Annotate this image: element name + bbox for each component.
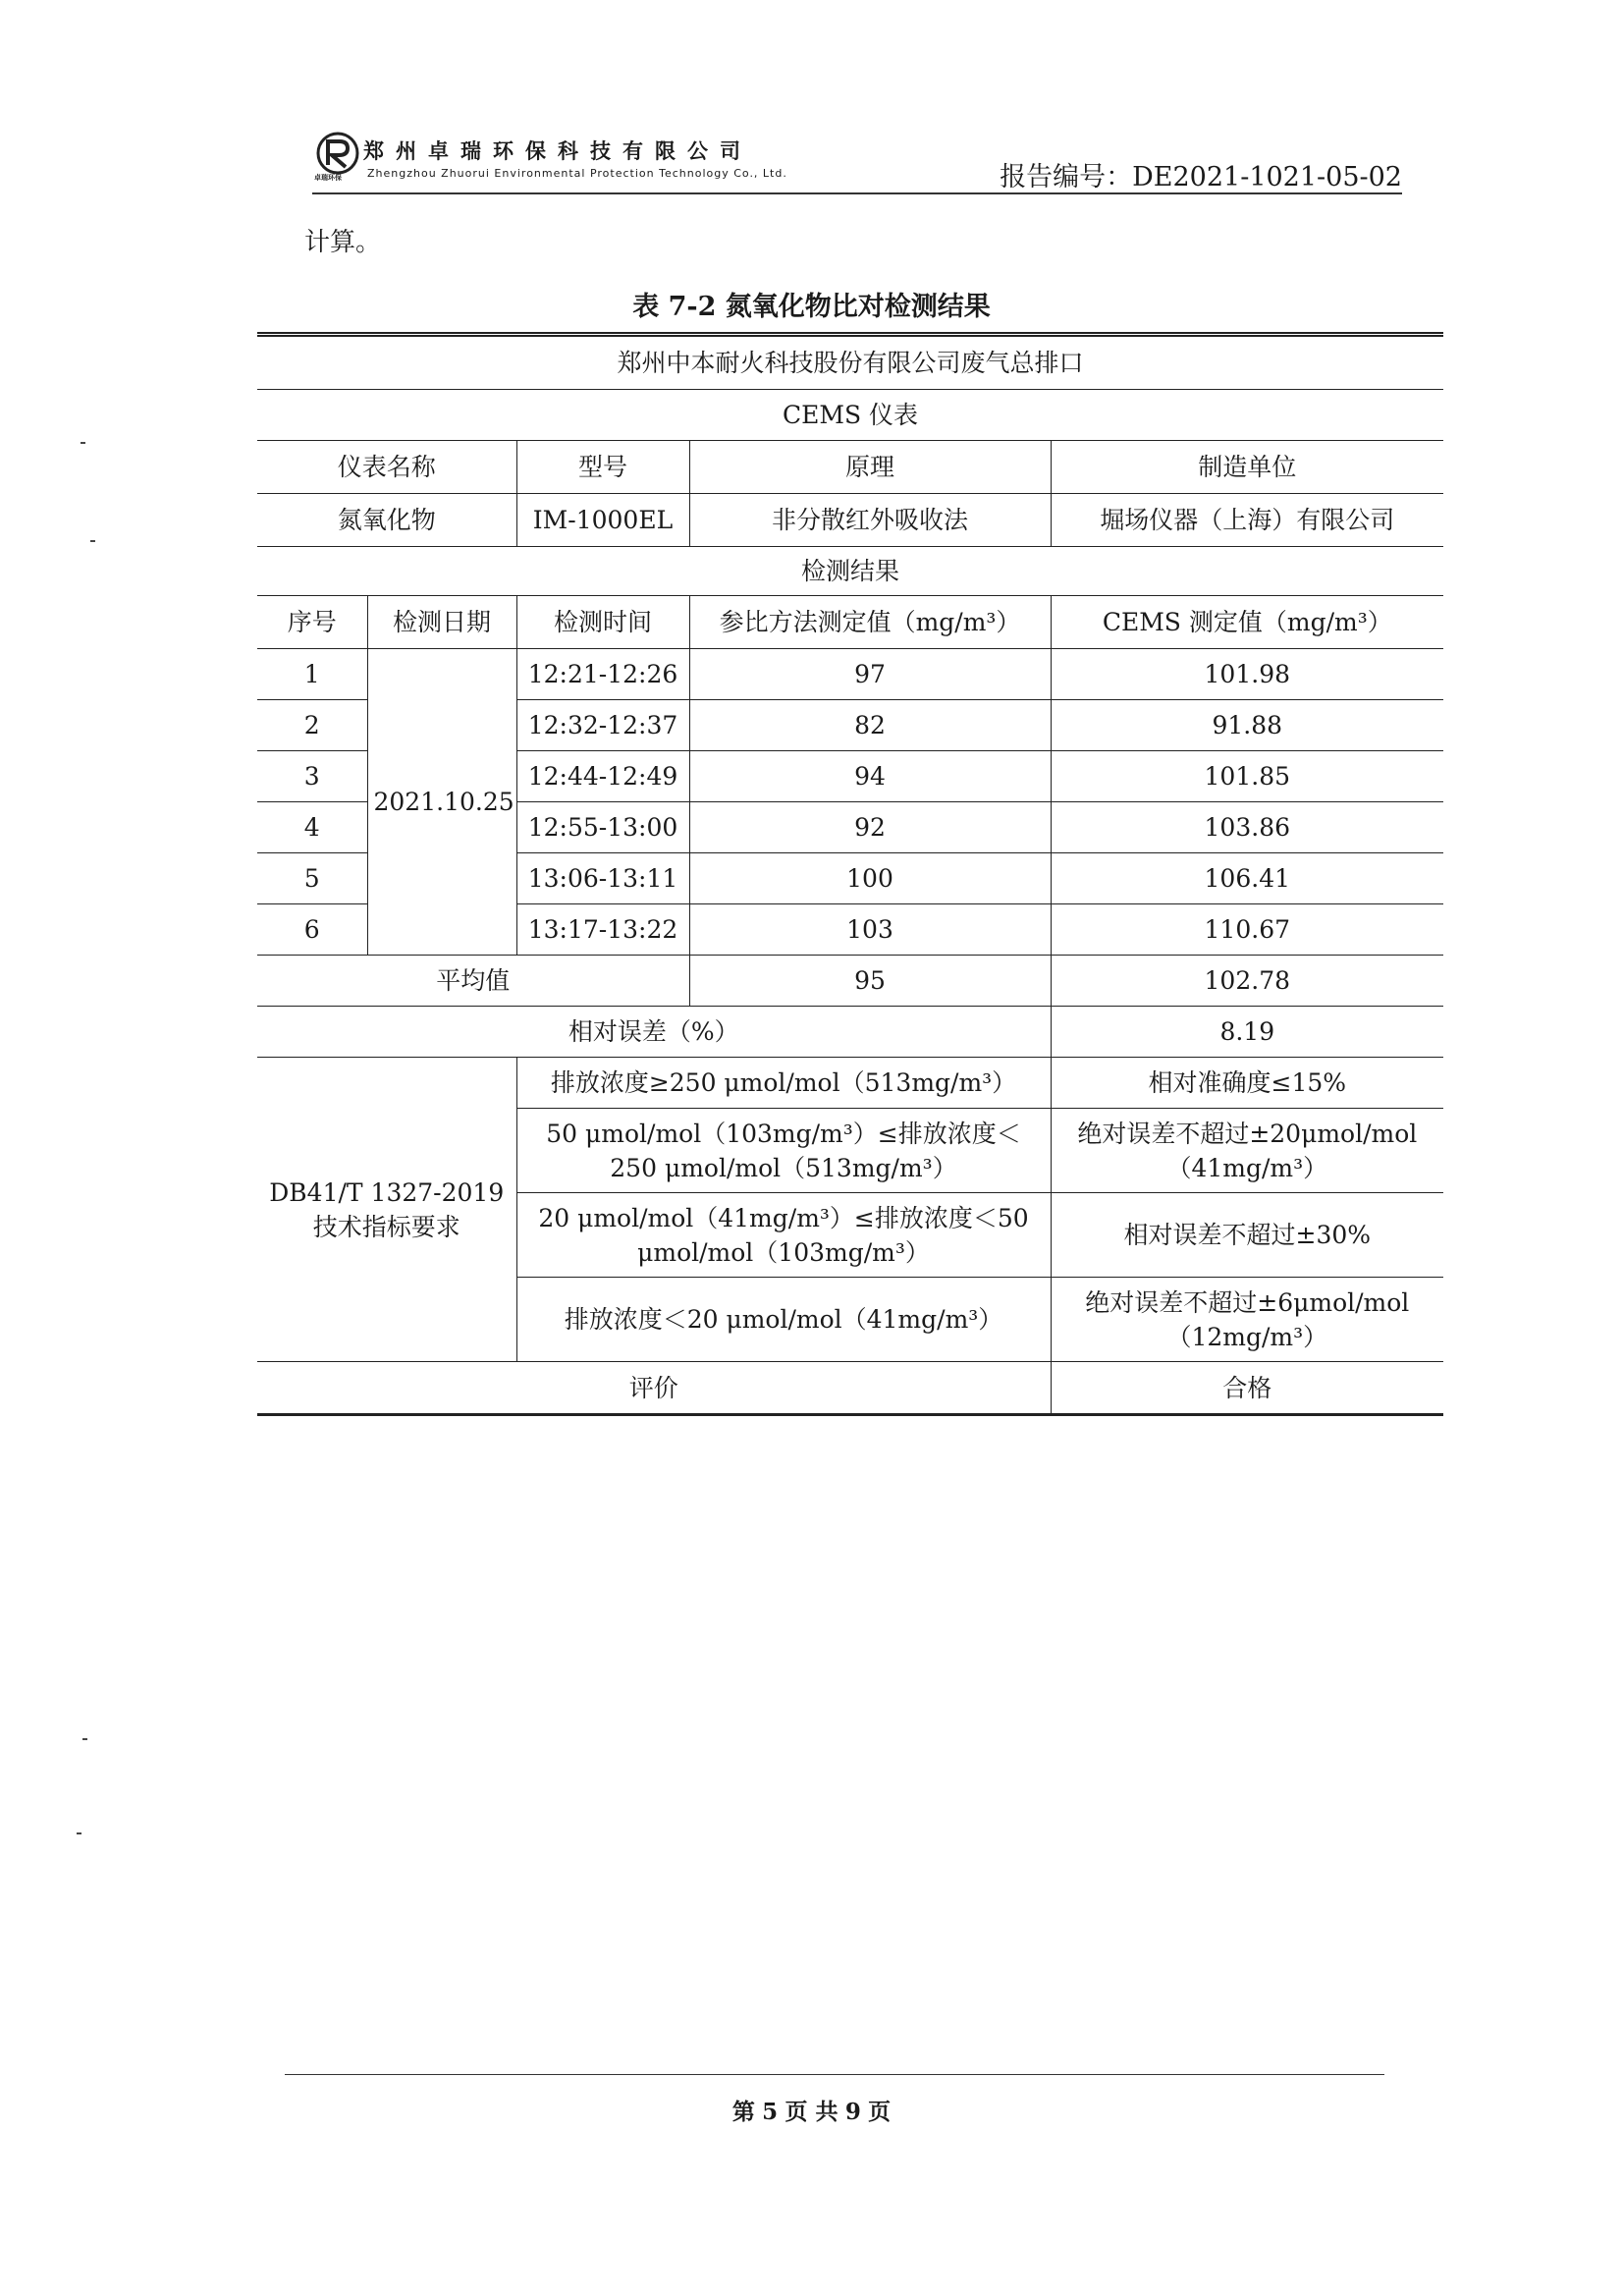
header-divider (312, 192, 1402, 194)
page-header (312, 130, 1402, 192)
results-heading: 检测结果 (257, 547, 1443, 596)
criterion-condition: 50 μmol/mol（103mg/m³）≤排放浓度＜250 μmol/mol（513mg/m³） (516, 1109, 1051, 1193)
relative-error-label: 相对误差（%） (257, 1007, 1051, 1058)
instrument-header-principle: 原理 (689, 441, 1051, 494)
row-ref-value: 82 (689, 700, 1051, 751)
test-date: 2021.10.25 (367, 649, 516, 956)
row-ref-value: 97 (689, 649, 1051, 700)
instrument-principle: 非分散红外吸收法 (689, 494, 1051, 547)
row-time: 13:06-13:11 (516, 853, 689, 904)
row-cems-value: 103.86 (1051, 802, 1443, 853)
report-number: 报告编号：DE2021-1021-05-02 (1000, 162, 1402, 192)
relative-error-value: 8.19 (1051, 1007, 1443, 1058)
criterion-requirement: 绝对误差不超过±20μmol/mol（41mg/m³） (1051, 1109, 1443, 1193)
row-cems-value: 101.98 (1051, 649, 1443, 700)
instrument-header-model: 型号 (516, 441, 689, 494)
scan-speck (82, 1738, 87, 1740)
result-header-time: 检测时间 (516, 596, 689, 649)
row-cems-value: 91.88 (1051, 700, 1443, 751)
scan-speck (77, 1832, 81, 1834)
standard-label: DB41/T 1327-2019 技术指标要求 (257, 1058, 516, 1362)
criterion-condition: 排放浓度≥250 μmol/mol（513mg/m³） (516, 1058, 1051, 1109)
row-ref-value: 92 (689, 802, 1051, 853)
average-cems-value: 102.78 (1051, 956, 1443, 1007)
criterion-condition: 排放浓度＜20 μmol/mol（41mg/m³） (516, 1278, 1051, 1362)
instrument-maker: 堀场仪器（上海）有限公司 (1051, 494, 1443, 547)
nox-comparison-table (257, 332, 1443, 1416)
row-ref-value: 103 (689, 904, 1051, 956)
instrument-header-name: 仪表名称 (257, 441, 516, 494)
instrument-header-maker: 制造单位 (1051, 441, 1443, 494)
criterion-condition: 20 μmol/mol（41mg/m³）≤排放浓度＜50 μmol/mol（103mg/m³） (516, 1193, 1051, 1278)
average-label: 平均值 (257, 956, 689, 1007)
criterion-requirement: 相对准确度≤15% (1051, 1058, 1443, 1109)
site-name: 郑州中本耐火科技股份有限公司废气总排口 (257, 335, 1443, 390)
criterion-requirement: 相对误差不超过±30% (1051, 1193, 1443, 1278)
company-name-en: Zhengzhou Zhuorui Environmental Protection Technology Co., Ltd. (367, 167, 787, 180)
criterion-requirement: 绝对误差不超过±6μmol/mol（12mg/m³） (1051, 1278, 1443, 1362)
average-ref-value: 95 (689, 956, 1051, 1007)
row-cems-value: 110.67 (1051, 904, 1443, 956)
row-no: 2 (257, 700, 367, 751)
row-no: 5 (257, 853, 367, 904)
instrument-name: 氮氧化物 (257, 494, 516, 547)
result-header-date: 检测日期 (367, 596, 516, 649)
intro-text: 计算。 (304, 228, 382, 257)
row-cems-value: 106.41 (1051, 853, 1443, 904)
row-time: 13:17-13:22 (516, 904, 689, 956)
company-name-cn: 郑州卓瑞环保科技有限公司 (363, 139, 752, 163)
footer-divider (285, 2074, 1384, 2075)
page-number: 第 5 页 共 9 页 (731, 2099, 892, 2125)
evaluation-value: 合格 (1051, 1362, 1443, 1415)
row-cems-value: 101.85 (1051, 751, 1443, 802)
row-time: 12:55-13:00 (516, 802, 689, 853)
instrument-model: IM-1000EL (516, 494, 689, 547)
row-time: 12:32-12:37 (516, 700, 689, 751)
result-header-cems: CEMS 测定值（mg/m³） (1051, 596, 1443, 649)
scan-speck (90, 540, 95, 542)
cems-heading: CEMS 仪表 (257, 390, 1443, 441)
row-no: 6 (257, 904, 367, 956)
row-ref-value: 94 (689, 751, 1051, 802)
row-time: 12:21-12:26 (516, 649, 689, 700)
row-no: 1 (257, 649, 367, 700)
row-time: 12:44-12:49 (516, 751, 689, 802)
evaluation-label: 评价 (257, 1362, 1051, 1415)
result-header-ref: 参比方法测定值（mg/m³） (689, 596, 1051, 649)
result-header-no: 序号 (257, 596, 367, 649)
row-no: 4 (257, 802, 367, 853)
logo-tagline: 卓瑞环保 (314, 174, 342, 182)
scan-speck (81, 442, 85, 444)
row-ref-value: 100 (689, 853, 1051, 904)
row-no: 3 (257, 751, 367, 802)
table-row (257, 649, 1443, 700)
table-caption: 表 7-2 氮氧化物比对检测结果 (632, 292, 991, 322)
